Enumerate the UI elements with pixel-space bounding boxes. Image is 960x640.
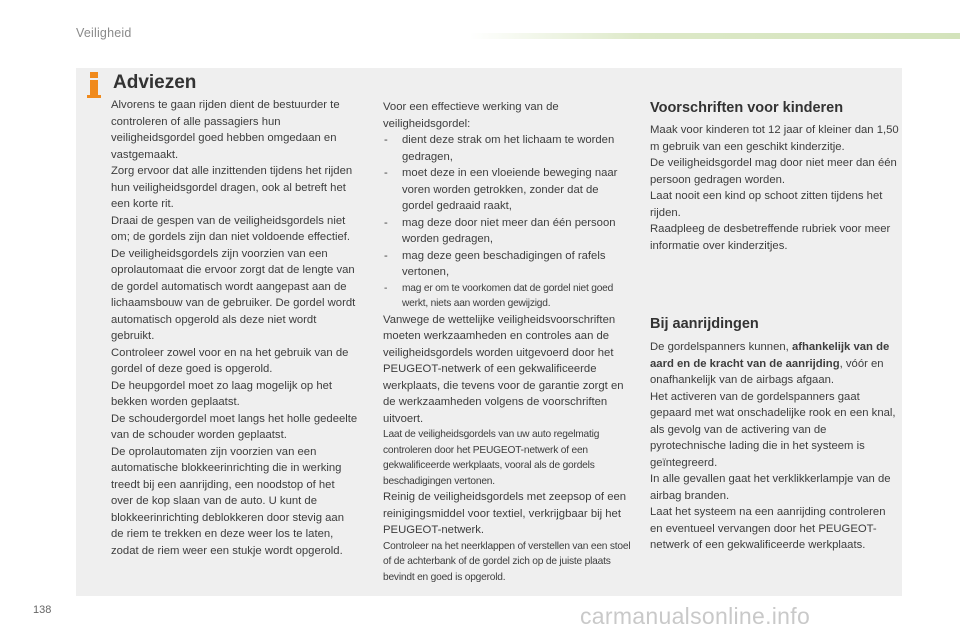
paragraph: Controleer zowel voor en na het gebruik van de gordel of deze goed is opgerold. [111,346,349,375]
children-section-title: Voorschriften voor kinderen [650,100,844,116]
advice-column-2 [383,99,633,585]
watermark: carmanualsonline.info [580,603,811,629]
paragraph: De schoudergordel moet langs het holle gedeelte van de schouder worden geplaatst. [111,412,358,441]
lead-text: De gordelspanners kunnen, [650,341,792,353]
paragraph: Maak voor kinderen tot 12 jaar of kleiner dan 1,50 m gebruik van een geschikt kinderzitje. [650,124,899,153]
paragraph: In alle gevallen gaat het verklikkerlampje van de airbag branden. [650,473,891,502]
section-title: Veiligheid [76,26,132,40]
paragraph: De oprolautomaten zijn voorzien van een automatische blokkeerinrichting die in werking treedt bij een aanrijding, een noodstop of het over de kop slaan van de auto. U kunt de blokkeerinrichting deblokkeren door stevig aan de riem te trekken en deze weer los te laten, zodat de riem weer een stukje wordt opgerold. [111,445,344,557]
paragraph: Het activeren van de gordelspanners gaat gepaard met wat onschadelijke rook en een knal, als gevolg van de activering van de pyrotechnische lading die in het systeem is geïntegreerd. [650,390,896,469]
paragraph: Laat de veiligheidsgordels van uw auto regelmatig controleren door het PEUGEOT-netwerk of een gekwalificeerde werkplaats, vooral als de gordels beschadigingen vertonen. [383,429,600,487]
paragraph: De veiligheidsgordels zijn voorzien van een oprolautomaat die ervoor zorgt dat de lengte van de gordel automatisch wordt aangepast aan de lichaamsbouw van de gebruiker. De gordel wordt automatisch opgerold als deze niet wordt gebruikt. [111,247,356,342]
requirements-list [383,132,633,312]
collision-section-text [650,339,900,554]
collision-section-title: Bij aanrijdingen [650,316,759,332]
paragraph: Alvorens te gaan rijden dient de bestuurder te controleren of alle passagiers hun veiligheidsgordel goed hebben omgedaan en vastgemaakt. [111,99,340,161]
paragraph: Laat nooit een kind op schoot zitten tijdens het rijden. [650,190,883,219]
emphasis-text: afhankelijk van de aard en de kracht van de aanrijding [650,341,890,370]
list-item: - dient deze strak om het lichaam te worden gedragen, [383,132,633,165]
list-item: - mag er om te voorkomen dat de gordel niet goed werkt, niets aan worden gewijzigd. [383,281,633,312]
paragraph: De veiligheidsgordel mag door niet meer dan één persoon gedragen worden. [650,157,897,186]
header-gradient-bar [470,33,960,39]
page-number: 138 [33,604,52,616]
list-item: - mag deze door niet meer dan één persoon worden gedragen, [383,215,633,248]
paragraph: Draai de gespen van de veiligheidsgordels niet om; de gordels zijn dan niet voldoende effectief. [111,214,351,243]
paragraph: Reinig de veiligheidsgordels met zeepsop of een reinigingsmiddel voor textiel, verkrijgbaar bij het PEUGEOT-netwerk. [383,491,627,536]
paragraph: Controleer na het neerklappen of verstellen van een stoel of de achterbank of de gordel zich op de juiste plaats bevindt en goed is opgerold. [383,540,631,583]
children-section-text [650,122,900,254]
paragraph: Voor een effectieve werking van de veiligheidsgordel: [383,101,559,130]
paragraph: Laat het systeem na een aanrijding controleren en eventueel vervangen door het PEUGEOT-netwerk of een gekwalificeerde werkplaats. [650,506,886,551]
list-item: - moet deze in een vloeiende beweging naar voren worden getrokken, zonder dat de gordel gedraaid raakt, [383,165,633,215]
paragraph: De heupgordel moet zo laag mogelijk op het bekken worden geplaatst. [111,379,333,408]
info-icon [86,72,104,98]
lead-text-rest: , vóór en onafhankelijk van de airbags afgaan. [650,357,884,386]
paragraph: Raadpleeg de desbetreffende rubriek voor meer informatie over kinderzitjes. [650,223,891,252]
advice-column-1 [111,97,359,559]
panel-title: Adviezen [113,72,197,93]
paragraph [650,339,900,389]
paragraph: Zorg ervoor dat alle inzittenden tijdens het rijden hun veiligheidsgordel dragen, ook al betreft het een korte rit. [111,165,353,210]
paragraph: Vanwege de wettelijke veiligheidsvoorschriften moeten werkzaamheden en controles aan de veiligheidsgordels worden uitgevoerd door het PEUGEOT-netwerk of een gekwalificeerde werkplaats, die tevens voor de garantie zorgt en de werkzaamheden volgens de voorschriften uitvoert. [383,313,624,425]
list-item: - mag deze geen beschadigingen of rafels vertonen, [383,248,633,281]
